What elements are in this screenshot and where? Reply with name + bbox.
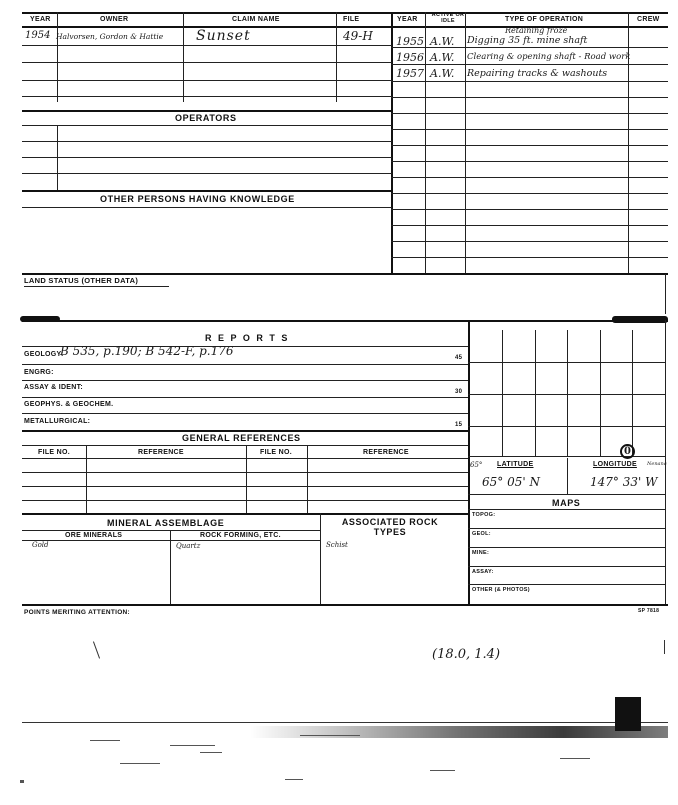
maps-assay: ASSAY: (472, 569, 494, 575)
location-bottom-line (468, 494, 666, 495)
circled-mark: 0 (620, 444, 635, 459)
latitude-prefix: 65° (470, 461, 483, 469)
grid-vline (600, 330, 601, 456)
reports-row-line (22, 413, 469, 414)
points-top-line (22, 604, 668, 606)
header-claim-name: CLAIM NAME (232, 16, 280, 23)
owner-name: Halvorsen, Gordon & Hattie (56, 32, 164, 41)
associated-rock-value: Schist (326, 541, 348, 549)
claim-name: Sunset (196, 28, 251, 44)
op-year: 1956 (396, 51, 424, 64)
mineral-col-divider (320, 513, 321, 605)
other-persons-heading: OTHER PERSONS HAVING KNOWLEDGE (100, 194, 295, 204)
grid-hline (468, 456, 666, 457)
geology-label: GEOLOGY: (24, 351, 64, 358)
scan-noise (560, 758, 590, 759)
latitude-label: LATITUDE (497, 461, 534, 468)
maps-row-line (468, 528, 666, 529)
reports-row-line (22, 380, 469, 381)
ops-row-line (391, 129, 668, 130)
longitude-value: 147° 33' W (590, 475, 658, 489)
maps-geol: GEOL: (472, 531, 491, 537)
margin-number: 45 (455, 355, 463, 361)
maps-row-line (468, 509, 666, 510)
latitude-value: 65° 05' N (482, 475, 540, 489)
maps-topog: TOPOG: (472, 512, 496, 518)
longitude-note: Nenana (647, 461, 667, 467)
file-number: 49-H (343, 29, 373, 43)
ops-row-line (391, 257, 668, 258)
col-divider-claim (336, 12, 337, 102)
operators-col-divider (57, 125, 58, 190)
right-margin-line (665, 274, 666, 314)
general-references-heading: GENERAL REFERENCES (182, 433, 301, 443)
col-divider-ops-year (425, 12, 426, 274)
other-persons-top-line (22, 190, 392, 192)
refs-col-divider (86, 445, 87, 513)
owner-year: 1954 (25, 30, 51, 41)
reports-row-line (22, 364, 469, 365)
scan-noise (90, 740, 120, 741)
ops-row-line (391, 177, 668, 178)
op-status: A.W. (430, 51, 455, 64)
lat-long-divider (567, 458, 568, 494)
reports-top-line (22, 320, 668, 322)
ops-row-line (391, 97, 668, 98)
maps-mine: MINE: (472, 550, 490, 556)
grid-vline (567, 330, 568, 456)
grid-vline (632, 330, 633, 456)
ops-row-line (391, 113, 668, 114)
engrg-label: ENGRG: (24, 369, 54, 376)
ops-row-line (391, 241, 668, 242)
rock-forming-value: Quartz (176, 542, 201, 550)
op-note: Retaining froze (505, 26, 568, 35)
header-type-of-operation: TYPE OF OPERATION (505, 16, 584, 23)
op-type: Digging 35 ft. mine shaft (467, 35, 588, 46)
refs-col-divider (246, 445, 247, 513)
scan-noise (300, 735, 360, 736)
maps-other: OTHER (& PHOTOS) (472, 587, 530, 593)
ore-minerals-value: Gold (32, 541, 49, 549)
rock-forming-label: ROCK FORMING, ETC. (200, 532, 281, 539)
col-divider-status (465, 12, 466, 274)
ops-row-line (391, 209, 668, 210)
stray-mark (93, 641, 100, 658)
associated-rock-types-heading: ASSOCIATED ROCK TYPES (341, 517, 439, 537)
header-file: FILE (343, 16, 360, 23)
operators-row-line (22, 125, 392, 126)
ops-row-line (391, 193, 668, 194)
op-year: 1957 (396, 67, 424, 80)
mineral-subheader-line (22, 540, 320, 541)
header-owner: OWNER (100, 16, 129, 23)
general-refs-top-line (22, 430, 469, 432)
refs-file-no-header: FILE NO. (38, 449, 70, 456)
mineral-assemblage-heading: MINERAL ASSEMBLAGE (107, 518, 225, 528)
operators-top-line (22, 110, 392, 112)
header-year: YEAR (30, 16, 51, 23)
stray-mark (664, 640, 665, 654)
scan-noise (20, 780, 24, 783)
header-bottom-border (22, 26, 668, 28)
grid-hline (468, 426, 666, 427)
reports-heading: R E P O R T S (205, 333, 290, 343)
metallurgical-label: METALLURGICAL: (24, 418, 91, 425)
refs-col-divider (307, 445, 308, 513)
refs-reference-header: REFERENCE (138, 449, 184, 456)
margin-number: 15 (455, 422, 463, 428)
mineral-subheader-line (22, 530, 320, 531)
geophys-label: GEOPHYS. & GEOCHEM. (24, 401, 114, 408)
refs-reference-header-2: REFERENCE (363, 449, 409, 456)
assay-ident-label: ASSAY & IDENT: (24, 384, 84, 391)
maps-heading: MAPS (552, 498, 581, 508)
scan-noise (430, 770, 455, 771)
ops-row-line (391, 145, 668, 146)
scan-noise (120, 763, 160, 764)
other-persons-bottom-line (22, 207, 392, 208)
maps-row-line (468, 547, 666, 548)
ops-bottom-line (22, 273, 668, 275)
operators-row-line (22, 157, 392, 158)
points-meriting-attention-label: POINTS MERITING ATTENTION: (24, 609, 131, 616)
maps-row-line (468, 584, 666, 585)
op-year: 1955 (396, 35, 424, 48)
operators-row-line (22, 141, 392, 142)
owner-row-line (22, 62, 392, 63)
op-type: Repairing tracks & washouts (467, 68, 608, 79)
ops-row-line (391, 81, 668, 82)
header-crew: CREW (637, 16, 660, 23)
refs-file-no-header-2: FILE NO. (260, 449, 292, 456)
owner-row-line (22, 96, 392, 97)
form-number: SP 7818 (638, 608, 660, 614)
mineral-top-line (22, 513, 469, 515)
reports-row-line (22, 397, 469, 398)
ops-row-line (391, 225, 668, 226)
coordinate-note: (18.0, 1.4) (432, 647, 501, 662)
scan-noise (285, 779, 303, 780)
scan-line (22, 722, 668, 723)
top-border (22, 12, 668, 14)
longitude-label: LONGITUDE (593, 461, 637, 468)
col-divider-year (57, 12, 58, 102)
operators-heading: OPERATORS (175, 113, 237, 123)
header-active-or-idle: ACTIVE OR IDLE (431, 12, 465, 24)
col-divider-owner (183, 12, 184, 102)
header-year-ops: YEAR (397, 16, 418, 23)
op-type: Clearing & opening shaft - Road work (467, 52, 631, 62)
grid-vline (535, 330, 536, 456)
land-status-label: LAND STATUS (OTHER DATA) (24, 276, 139, 285)
ops-row-line (391, 161, 668, 162)
mineral-subcol-divider (170, 530, 171, 605)
op-status: A.W. (430, 35, 455, 48)
scan-noise (200, 752, 222, 753)
ops-row-line (391, 64, 668, 65)
margin-number: 30 (455, 389, 463, 395)
scan-noise (170, 745, 215, 746)
maps-row-line (468, 566, 666, 567)
scan-noise-band (250, 726, 668, 738)
operators-row-line (22, 173, 392, 174)
owner-row-line (22, 45, 392, 46)
grid-hline (468, 394, 666, 395)
grid-vline (502, 330, 503, 456)
col-divider-file (391, 12, 393, 274)
land-status-underline (24, 286, 169, 287)
grid-hline (468, 362, 666, 363)
owner-row-line (22, 80, 392, 81)
ore-minerals-label: ORE MINERALS (65, 532, 123, 539)
op-status: A.W. (430, 67, 455, 80)
geology-value: B 535, p.190; B 542-F, p.176 (60, 344, 234, 358)
scan-dark-block (615, 697, 641, 731)
